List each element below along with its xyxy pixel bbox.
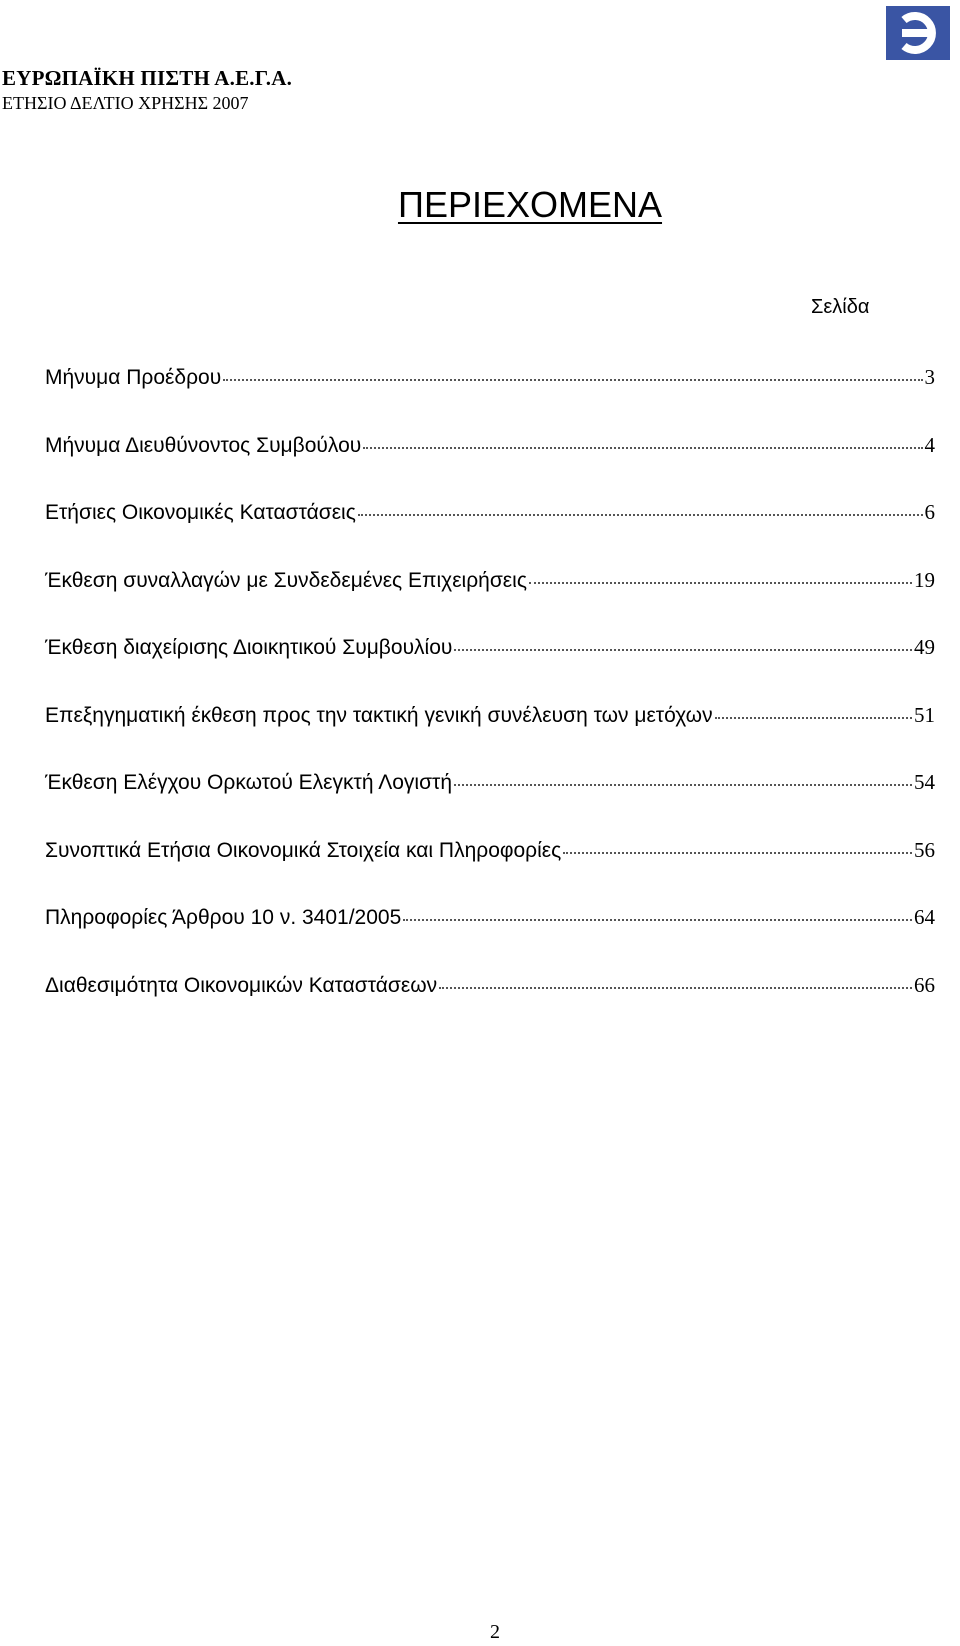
toc-entry[interactable] (45, 635, 935, 703)
toc-entry-label: Συνοπτικά Ετήσια Οικονομικά Στοιχεία και Πληροφορίες (45, 838, 562, 862)
toc-entry-label: Ετήσιες Οικονομικές Καταστάσεις (45, 501, 356, 524)
dot-leader (715, 716, 912, 719)
toc-entry[interactable] (45, 433, 935, 501)
toc-entry[interactable] (45, 838, 935, 906)
toc-entry-page: 56 (914, 837, 935, 862)
toc-entry-page: 54 (914, 770, 935, 794)
toc-entry-label: Διαθεσιμότητα Οικονομικών Καταστάσεων (45, 973, 438, 997)
dot-leader (439, 986, 912, 989)
page-number: 2 (490, 1621, 500, 1643)
toc-title-text: ΠΕΡΙΕΧΟΜΕΝΑ (397, 184, 663, 225)
toc-title (0, 184, 960, 226)
dot-leader (223, 378, 922, 381)
dot-leader (529, 581, 912, 584)
toc-entry[interactable] (45, 703, 935, 771)
toc-entry-page: 4 (924, 432, 935, 457)
toc-entry-page: 3 (924, 365, 935, 389)
page-column-header: Σελίδα (811, 296, 870, 318)
toc-entry[interactable] (45, 568, 935, 636)
toc-entry-label: Πληροφορίες Άρθρου 10 ν. 3401/2005 (45, 906, 402, 929)
toc-entry-label: Μήνυμα Προέδρου (45, 366, 222, 389)
toc-entry[interactable] (45, 365, 935, 433)
dot-leader (454, 648, 912, 651)
toc-entry-page: 49 (914, 635, 935, 659)
toc-entry-label: Έκθεση Ελέγχου Ορκωτού Ελεγκτή Λογιστή (45, 771, 452, 794)
toc-entry-label: Έκθεση συναλλαγών με Συνδεδεμένες Επιχειρήσεις (45, 568, 527, 592)
report-subtitle: ΕΤΗΣΙΟ ΔΕΛΤΙΟ ΧΡΗΣΗΣ 2007 (2, 93, 249, 113)
toc-entry-label: Μήνυμα Διευθύνοντος Συμβούλου (45, 433, 362, 457)
toc-entry-page: 64 (914, 905, 935, 929)
company-name: ΕΥΡΩΠΑΪΚΗ ΠΙΣΤΗ Α.Ε.Γ.Α. (2, 66, 293, 90)
toc-entry[interactable] (45, 500, 935, 568)
europaiki-pisti-logo-icon (886, 6, 950, 60)
dot-leader (363, 446, 922, 449)
toc-entry[interactable] (45, 770, 935, 838)
dot-leader (454, 783, 912, 786)
toc-entry[interactable] (45, 905, 935, 973)
toc-entry-label: Έκθεση διαχείρισης Διοικητικού Συμβουλίου (45, 636, 453, 659)
dot-leader (403, 918, 912, 921)
toc-entry-page: 66 (914, 972, 935, 997)
toc-entry-page: 51 (914, 702, 935, 727)
dot-leader (358, 513, 923, 516)
toc-entry-label: Επεξηγηματική έκθεση προς την τακτική γενική συνέλευση των μετόχων (45, 703, 713, 727)
toc-entry-page: 6 (924, 500, 935, 524)
toc-entry-page: 19 (914, 567, 935, 592)
dot-leader (563, 851, 912, 854)
table-of-contents (45, 365, 935, 1040)
toc-entry[interactable] (45, 973, 935, 1041)
